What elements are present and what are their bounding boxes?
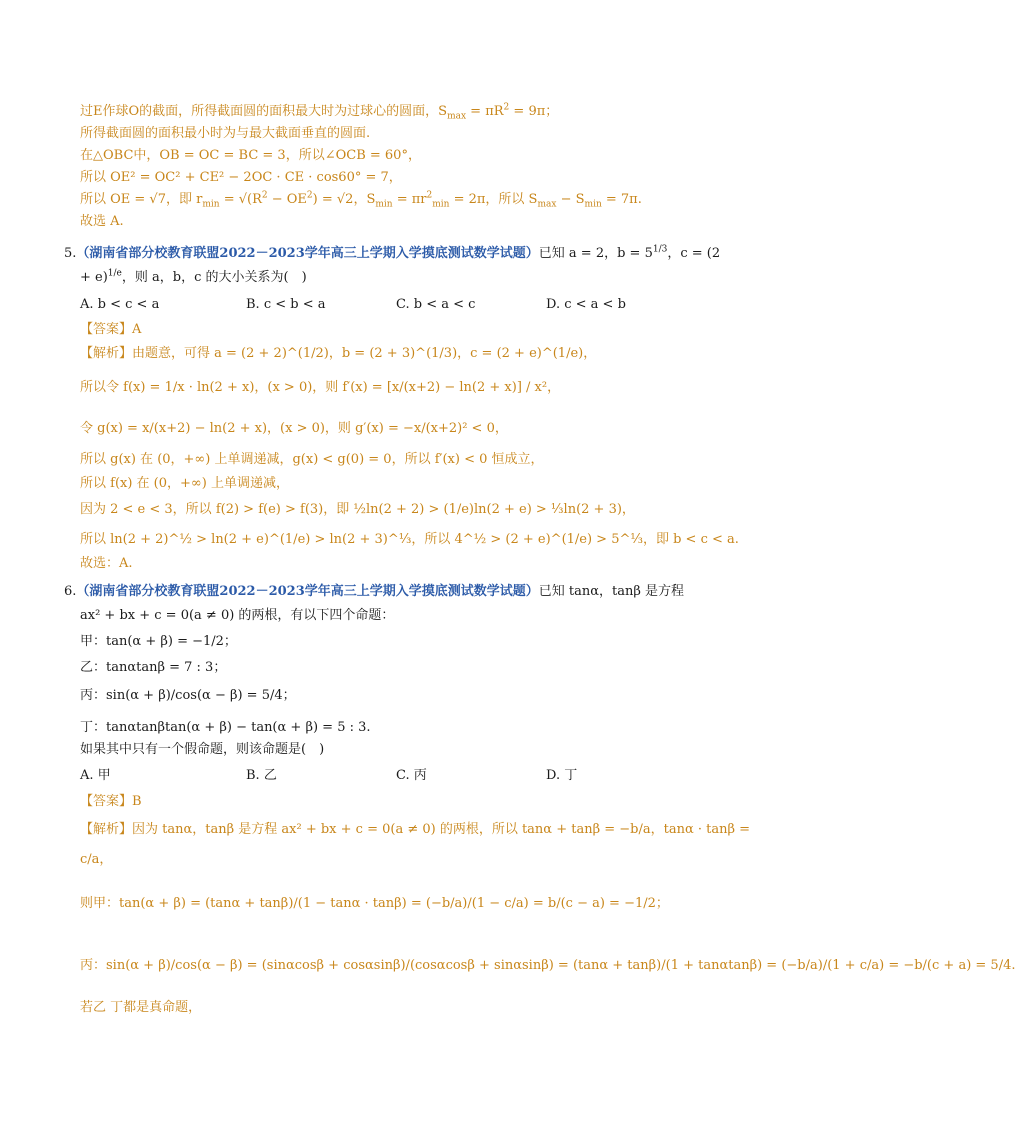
analysis-line: 若乙 丁都是真命题， <box>80 1000 202 1015</box>
question-6-stem-cont: ax² + bx + c = 0(a ≠ 0) 的两根，有以下四个命题： <box>80 608 395 623</box>
proposition-ding: 丁：tanαtanβtan(α + β) − tan(α + β) = 5 : 3. <box>80 720 371 735</box>
analysis-line: 则甲：tan(α + β) = (tanα + tanβ)/(1 − tanα · tanβ) = (−b/a)/(1 − c/a) = b/(c − a) = −1/2； <box>80 896 669 911</box>
solution-line: 在△OBC中，OB = OC = BC = 3，所以∠OCB = 60°， <box>80 148 421 163</box>
analysis-line: 因为 2 < e < 3，所以 f(2) > f(e) > f(3)，即 ½ln(2 + 2) > (1/e)ln(2 + e) > ⅓ln(2 + 3)， <box>80 502 635 517</box>
answer-tag: 【答案】 <box>80 794 133 809</box>
option-d: D. c < a < b <box>546 297 626 312</box>
option-b: B. 乙 <box>246 768 277 783</box>
solution-line: 所以 OE = √7，即 $r_{min} = √(R^2 - OE^2) = √2$，$S_{min} = \pi r^2_{min} = 2\pi$，所以 $S_{max} - S_{min} = 7\pi$. <box>80 190 642 210</box>
analysis-line: 令 g(x) = x/(x+2) − ln(2 + x)，(x > 0)，则 g′(x) = −x/(x+2)² < 0， <box>80 421 508 436</box>
analysis-line: 所以令 f(x) = 1/x · ln(2 + x)，(x > 0)，则 f′(x) = [x/(x+2) − ln(2 + x)] / x²， <box>80 380 561 395</box>
question-5-stem-cont: + e)$^{1/e}$，则 a，b，c 的大小关系为( ) <box>80 268 307 285</box>
option-d: D. 丁 <box>546 768 578 783</box>
question-6-stem: 6.（湖南省部分校教育联盟2022－2023学年高三上学期入学摸底测试数学试题）已知 tanα，tanβ 是方程 <box>64 584 685 599</box>
analysis-tag: 【解析】 <box>80 346 133 361</box>
analysis-tag: 【解析】 <box>80 822 133 837</box>
solution-line: 所得截面圆的面积最小时为与最大截面垂直的圆面. <box>80 126 371 141</box>
option-c: C. b < a < c <box>396 297 476 312</box>
question-6-ask: 如果其中只有一个假命题，则该命题是( ) <box>80 742 325 757</box>
proposition-jia: 甲：tan(α + β) = −1/2； <box>80 634 237 649</box>
answer-line <box>80 794 142 810</box>
analysis-line: 所以 g(x) 在 (0，+∞) 上单调递减，g(x) < g(0) = 0，所以 f′(x) < 0 恒成立， <box>80 452 544 467</box>
analysis-line: 所以 ln(2 + 2)^½ > ln(2 + e)^(1/e) > ln(2 + 3)^⅓，所以 4^½ > (2 + e)^(1/e) > 5^⅓，即 b < c < a. <box>80 532 739 547</box>
question-number: 5. <box>64 246 77 261</box>
question-number: 6. <box>64 584 77 599</box>
answer-line <box>80 322 141 338</box>
question-source: （湖南省部分校教育联盟2022－2023学年高三上学期入学摸底测试数学试题） <box>76 584 539 599</box>
answer-value: A <box>132 322 142 337</box>
answer-tag: 【答案】 <box>80 322 133 337</box>
option-b: B. c < b < a <box>246 297 326 312</box>
analysis-line: 故选：A. <box>80 556 133 571</box>
question-5-stem: 5.（湖南省部分校教育联盟2022－2023学年高三上学期入学摸底测试数学试题）已知 a = 2，$b = 5^{1/3}$，c = (2 <box>64 244 721 261</box>
question-source: （湖南省部分校教育联盟2022－2023学年高三上学期入学摸底测试数学试题） <box>76 246 539 261</box>
option-c: C. 丙 <box>396 768 427 783</box>
option-a: A. 甲 <box>80 768 111 783</box>
solution-line: 过E作球O的截面，所得截面圆的面积最大时为过球心的圆面，$S_{max} = \pi R^2 = 9\pi$； <box>80 102 559 122</box>
analysis-line: 所以 f(x) 在 (0，+∞) 上单调递减， <box>80 476 289 491</box>
analysis-line: 丙：sin(α + β)/cos(α − β) = (sinαcosβ + cosαsinβ)/(cosαcosβ + sinαsinβ) = (tanα + tanβ)/(1 + tanαtanβ) = (−b/a)/(1 + c/a) = −b/(c + a) = 5/4. <box>80 958 1015 973</box>
analysis-line: 【解析】因为 tanα，tanβ 是方程 ax² + bx + c = 0(a ≠ 0) 的两根，所以 tanα + tanβ = −b/a，tanα · tanβ = <box>80 822 751 837</box>
proposition-bing: 丙：sin(α + β)/cos(α − β) = 5/4； <box>80 688 296 703</box>
solution-line: 所以 OE² = OC² + CE² − 2OC · CE · cos60° = 7， <box>80 170 402 185</box>
analysis-line: 【解析】由题意，可得 a = (2 + 2)^(1/2)，b = (2 + 3)^(1/3)，c = (2 + e)^(1/e)， <box>80 346 597 361</box>
analysis-line: c/a， <box>80 852 113 867</box>
proposition-yi: 乙：tanαtanβ = 7 : 3； <box>80 660 227 675</box>
option-a: A. b < c < a <box>80 297 160 312</box>
answer-value: B <box>132 794 142 809</box>
solution-line: 故选 A. <box>80 214 124 229</box>
